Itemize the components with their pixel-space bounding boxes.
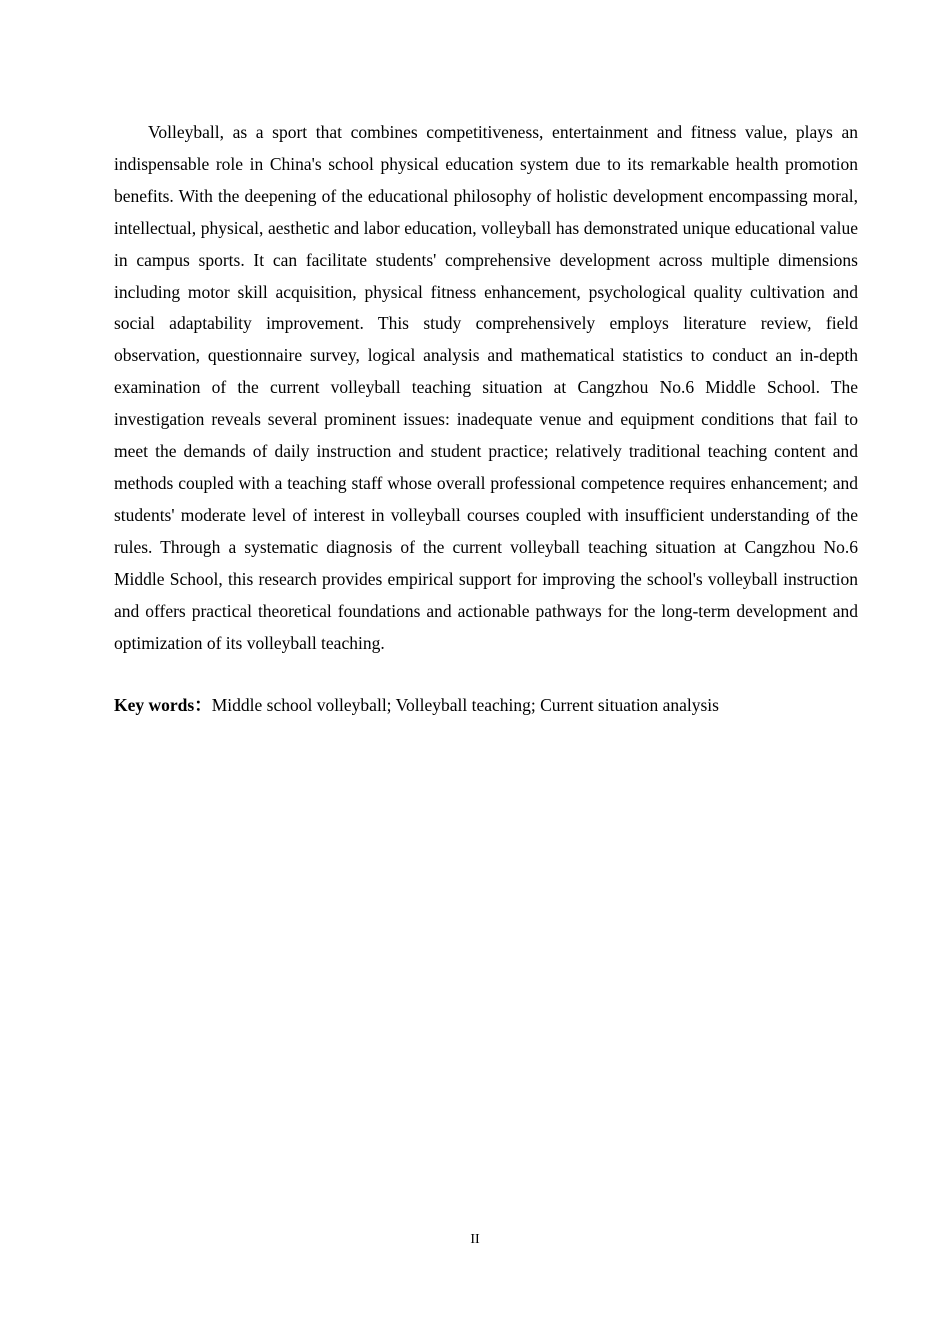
page-number: II: [470, 1232, 480, 1247]
abstract-paragraph: Volleyball, as a sport that combines competitiveness, entertainment and fitness value, plays an indispensable role in China's school physical education system due to its remarkable health promotion benefits. With the deepening of the educational philosophy of holistic development encompassing moral, intellectual, physical, aesthetic and labor education, volleyball has demonstrated unique educational value in campus sports. It can facilitate students' comprehensive development across multiple dimensions including motor skill acquisition, physical fitness enhancement, psychological quality cultivation and social adaptability improvement. This study comprehensively employs literature review, field observation, questionnaire survey, logical analysis and mathematical statistics to conduct an in-depth examination of the current volleyball teaching situation at Cangzhou No.6 Middle School. The investigation reveals several prominent issues: inadequate venue and equipment conditions that fail to meet the demands of daily instruction and student practice; relatively traditional teaching content and methods coupled with a teaching staff whose overall professional competence requires enhancement; and students' moderate level of interest in volleyball courses coupled with insufficient understanding of the rules. Through a systematic diagnosis of the current volleyball teaching situation at Cangzhou No.6 Middle School, this research provides empirical support for improving the school's volleyball instruction and offers practical theoretical foundations and actionable pathways for the long-term development and optimization of its volleyball teaching.: [114, 122, 858, 653]
keywords-line: [114, 690, 858, 722]
keywords-text: Middle school volleyball; Volleyball teaching; Current situation analysis: [211, 695, 719, 715]
keywords-label: Key words：: [114, 695, 212, 715]
